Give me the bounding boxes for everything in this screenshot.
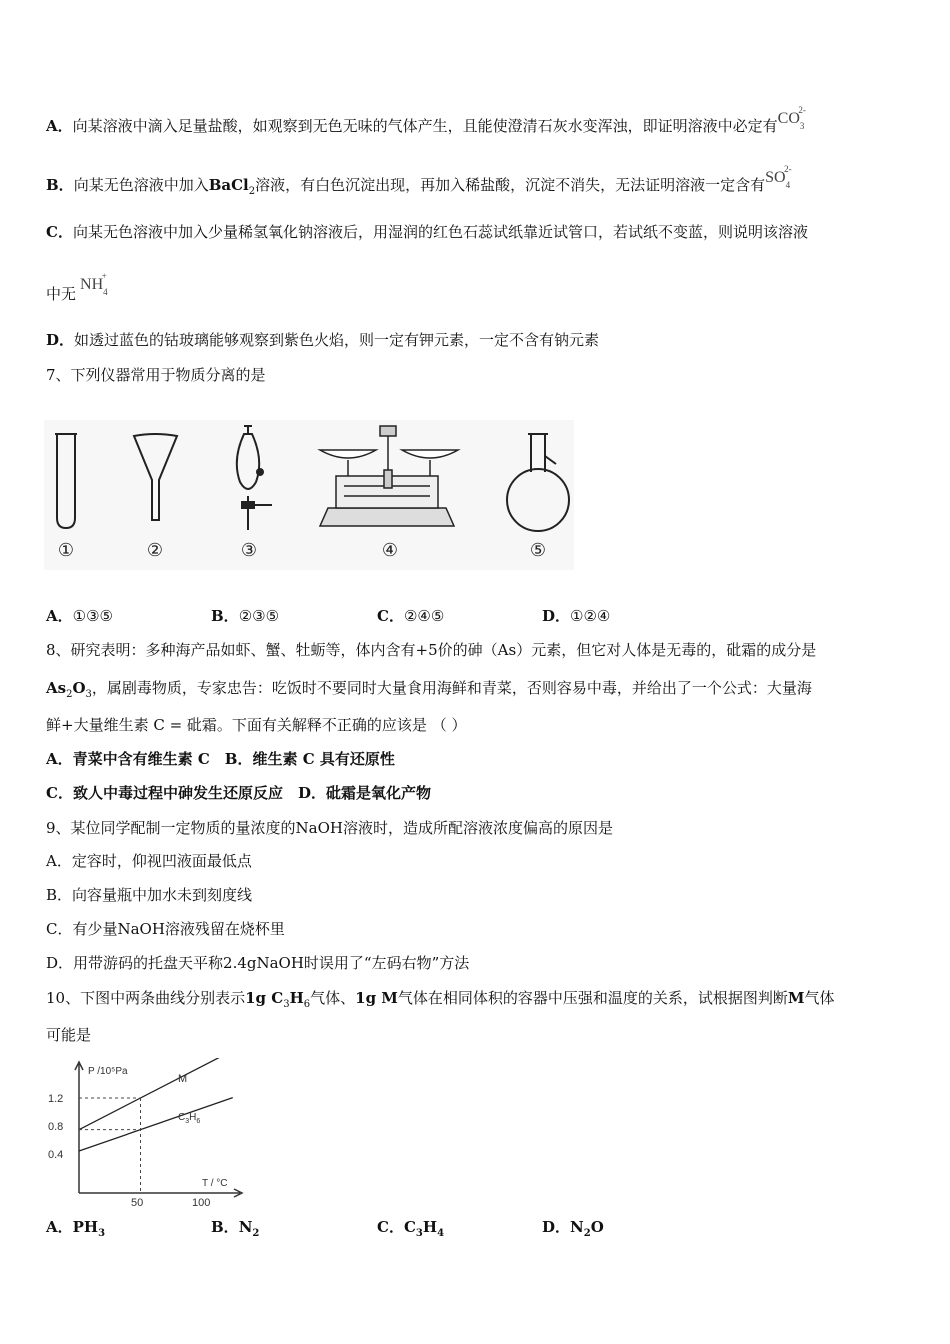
q6-option-b: B．向某无色溶液中加入BaCl$_2$溶液，有白色沉淀出现，再加入稀盐酸，沉淀不消失，无法证明溶液一定含有$SO_4^{2-}$ [46, 174, 798, 197]
figure-label-3: ③ [240, 540, 258, 560]
so4-formula: $SO_4^{2-}$ [765, 163, 792, 191]
nh4-formula: $NH_4^+$ [80, 270, 108, 298]
pressure-temperature-chart [44, 1058, 254, 1208]
q10-option-a: A．$PH_3$ [46, 1218, 106, 1239]
figure-label-1: ① [57, 540, 75, 560]
q8-stem-2: $As_2O_3$，属剧毒物质，专家忠告：吃饭时不要同时大量食用海鲜和青菜，否则容易中毒，并给出了一个公式：大量海 [46, 679, 812, 700]
q8-options-cd: C．致人中毒过程中砷发生还原反应 D．砒霜是氧化产物 [46, 784, 431, 802]
q9-option-d: D．用带游码的托盘天平称2.4gNaOH时误用了“左码右物”方法 [46, 954, 470, 972]
q7-apparatus-figure [44, 420, 574, 570]
q7-option-c: C．②④⑤ [377, 607, 445, 625]
figure-label-4: ④ [381, 540, 399, 560]
y-tick-label-0.8: 0.8 [48, 1121, 64, 1133]
q6-option-c-cont: 中无$NH_4^+$ [46, 283, 113, 305]
q10-stem-2: 可能是 [46, 1026, 92, 1044]
q9-option-b: B．向容量瓶中加水未到刻度线 [46, 886, 253, 904]
series-label-m: M [178, 1073, 188, 1085]
q9-option-c: C．有少量NaOH溶液残留在烧杯里 [46, 920, 285, 938]
q10-option-c: C．$C_3H_4$ [377, 1218, 445, 1239]
x-axis-label: T / °C [202, 1178, 228, 1189]
q10-stem-1: 10、下图中两条曲线分别表示1g $C_3H_6$气体、1g M气体在相同体积的容器中压强和温度的关系，试根据图判断M气体 [46, 989, 835, 1010]
q7-option-d: D．①②④ [542, 607, 611, 625]
y-tick-label-0.4: 0.4 [48, 1149, 64, 1161]
figure-label-5: ⑤ [529, 540, 547, 560]
x-tick-label-50: 50 [131, 1197, 144, 1208]
q7-stem: 7、下列仪器常用于物质分离的是 [46, 366, 266, 384]
q10-option-d: D．$N_2O$ [542, 1218, 604, 1239]
q7-option-b: B．②③⑤ [211, 607, 280, 625]
x-tick-label-100: 100 [192, 1197, 211, 1208]
q6-option-c: C．向某无色溶液中加入少量稀氢氧化钠溶液后，用湿润的红色石蕊试纸靠近试管口，若试纸不变蓝，则说明该溶液 [46, 223, 808, 241]
series-line-c3h6 [79, 1098, 233, 1151]
figure-label-2: ② [146, 540, 164, 560]
q9-stem: 9、某位同学配制一定物质的量浓度的NaOH溶液时，造成所配溶液浓度偏高的原因是 [46, 819, 613, 837]
q8-options-ab: A．青菜中含有维生素 C B．维生素 C 具有还原性 [46, 750, 395, 768]
q8-stem-3: 鲜+大量维生素 C = 砒霜。下面有关解释不正确的应该是 （ ） [46, 716, 467, 734]
co3-formula: $CO_3^{2-}$ [777, 104, 806, 132]
series-label-c3h6: $C_3H_6$ [178, 1112, 201, 1125]
q9-option-a: A．定容时，仰视凹液面最低点 [46, 852, 252, 870]
q8-stem-1: 8、研究表明：多种海产品如虾、蟹、牡蛎等，体内含有+5价的砷（As）元素，但它对人体是无毒的，砒霜的成分是 [46, 641, 817, 659]
q6-option-d: D．如透过蓝色的钴玻璃能够观察到紫色火焰，则一定有钾元素，一定不含有钠元素 [46, 331, 600, 349]
q10-option-b: B．$N_2$ [211, 1218, 260, 1239]
y-axis-label: P /10⁵Pa [88, 1066, 128, 1077]
q7-option-a: A．①③⑤ [46, 607, 113, 625]
q6-option-a: A．向某溶液中滴入足量盐酸，如观察到无色无味的气体产生，且能使澄清石灰水变浑浊，即证明溶液中必定有$CO_3^{2-}$ [46, 115, 812, 137]
y-tick-label-1.2: 1.2 [48, 1093, 64, 1105]
